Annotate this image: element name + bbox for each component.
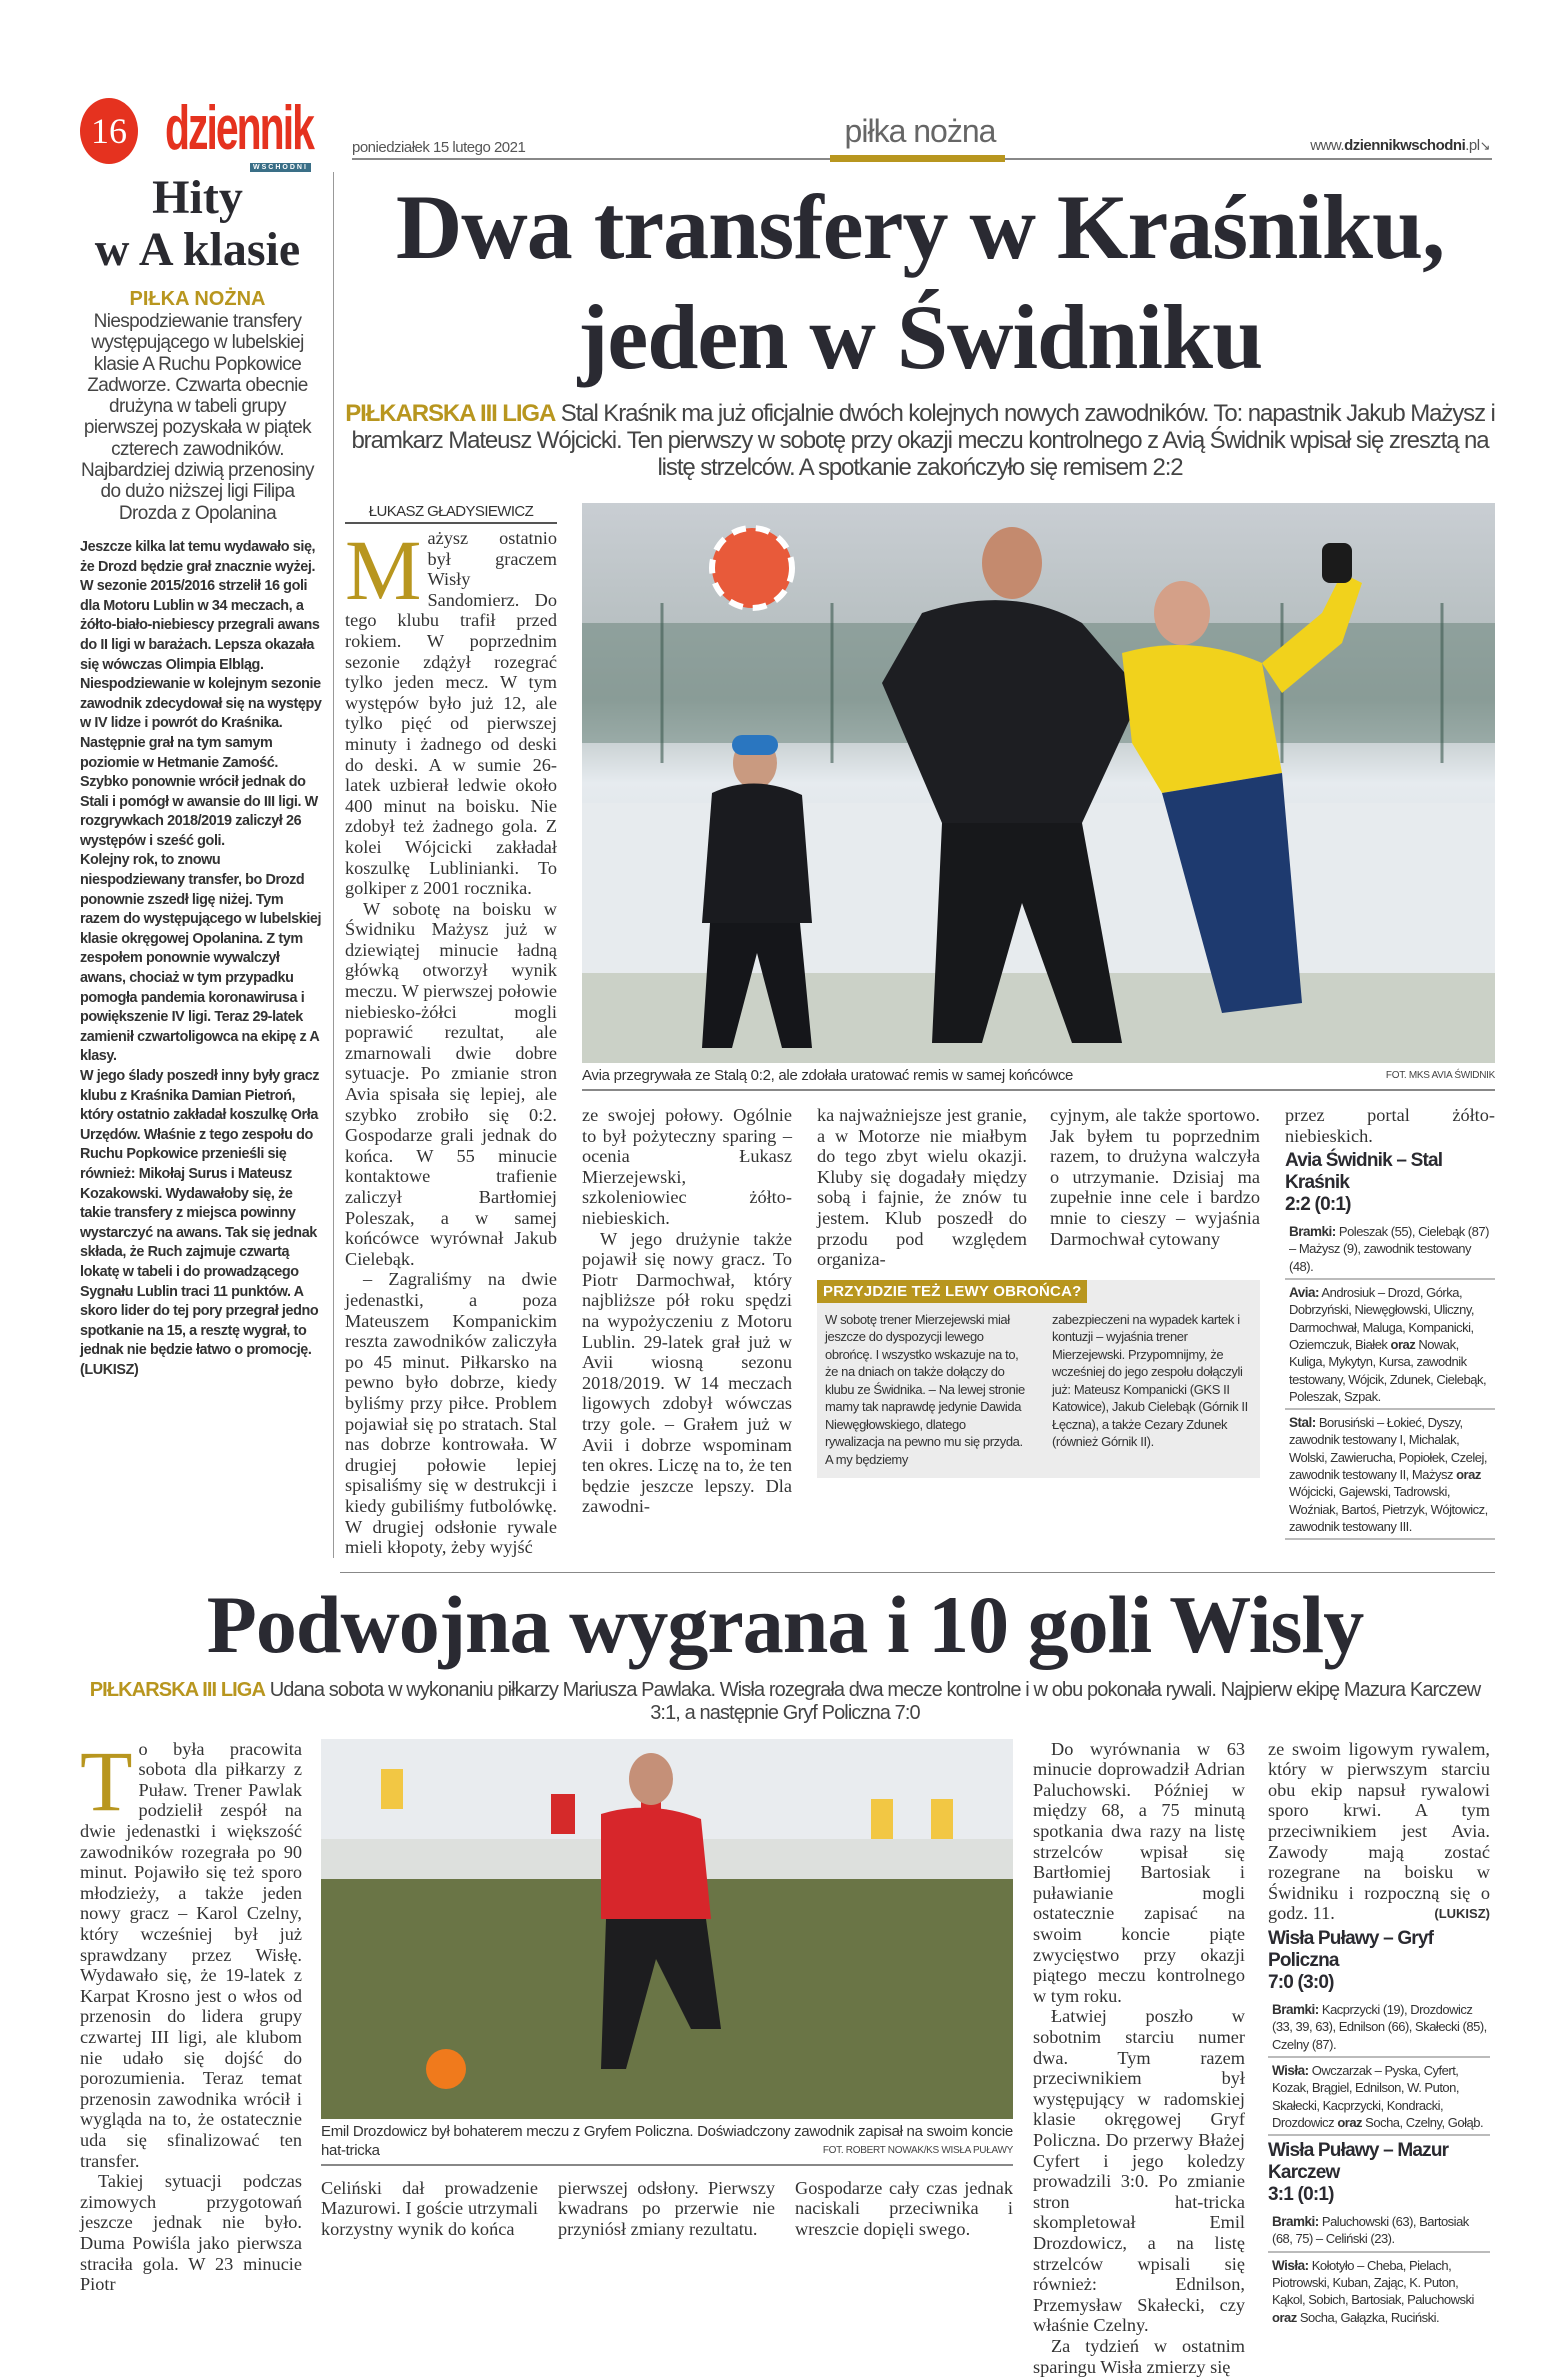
article1-middle-columns	[817, 1105, 1260, 1270]
sidebox-left-back	[817, 1280, 1260, 1479]
article2-lower-columns	[321, 2178, 1013, 2240]
team-label: Wisła:	[1272, 2062, 1309, 2078]
article2-signoff: (LUKISZ)	[1434, 1906, 1490, 1922]
match-teams: Wisła Puławy – Mazur Karczew	[1268, 2140, 1449, 2184]
match-stats-wisla-mazur	[1268, 2140, 1490, 2329]
match-score: 7:0 (3:0)	[1268, 1972, 1334, 1994]
article2-column-1	[80, 1732, 302, 2377]
match-teams: Avia Świdnik – Stal Kraśnik	[1285, 1150, 1443, 1194]
goals-label: Bramki:	[1289, 1224, 1336, 1240]
article2-headline: Podwojna wygrana i 10 goli Wisly	[206, 1578, 1364, 1670]
article2-paragraph-text: ze swoim ligowym rywalem, który w pierwszym starciu obu ekip napsuł rywalowi sporo krwi. A tym przeciwnikiem jest Avia. Zawody mają zostać rozegrane na boisku w Świdniku i rozpoczną się o godz. 11.	[1268, 1738, 1490, 1924]
sidebar-paragraph	[80, 1067, 325, 1381]
sidebar-body	[80, 538, 325, 1381]
article1-paragraph	[345, 522, 557, 899]
article1-lead	[345, 400, 1495, 481]
article1-byline: ŁUKASZ GŁADYSIEWICZ	[345, 503, 557, 524]
article1-column-1-text	[345, 522, 557, 1558]
article1-paragraph: przez portal żółto-niebieskich.	[1285, 1105, 1495, 1146]
lineup-text: Kołotyło – Cheba, Pielach, Piotrowski, Kuban, Zając, K. Puton, Kąkol, Sobich, Bartosiak, Paluchowski	[1272, 2257, 1474, 2308]
article1-headline-line1: Dwa transfery w Kraśniku,	[395, 176, 1445, 278]
goals-text: Kacprzycki (19), Drozdowicz (33, 39, 63), Ednilson (66), Skałecki (85), Czelny (87).	[1272, 2002, 1487, 2052]
subs-text: Socha, Gałązka, Ruciński.	[1299, 2309, 1440, 2325]
sidebar-headline-line1: Hity	[152, 171, 243, 224]
oraz-label: oraz	[1390, 1336, 1416, 1352]
article1-lead-text: Stal Kraśnik ma już oficjalnie dwóch kolejnych nowych zawodników. To: napastnik Jakub Mażysz i bramkarz Mateusz Wójcicki. Ten pierwszy w sobotę przy okazji meczu kontrolnego z Avią Świdnik wpisał się zresztą na listę strzelców. A spotkanie zakończyło się remisem 2:2	[351, 400, 1495, 481]
football-match-photo	[321, 1739, 1013, 2119]
article2-photo	[321, 1739, 1013, 2119]
sidebox-text-b: zabezpieczeni na wypadek kartek i kontuzji – wyjaśnia trener Mierzejewski. Przypomnijmy, że wcześniej do jego zespołu dołączyli już: Mateusz Kompanicki (GKS II Katowice), Jakub Cielebąk (Górnik II Łęczna), a także Cezary Zdunek (również Górnik II).	[1052, 1311, 1248, 1450]
article2-paragraph: Za tydzień w ostatnim sparingu Wisła zmierzy się	[1033, 2335, 1245, 2377]
article1-paragraph: ze swojej połowy. Ogólnie to był pożyteczny sparing – ocenia Łukasz Mierzejewski, szkoleniowiec żółto-niebieskich.	[582, 1105, 792, 1228]
article1-column-1	[345, 503, 557, 1558]
article1-photo	[582, 503, 1495, 1063]
article2-caption-text: Emil Drozdowicz był bohaterem meczu z Gryfem Policzna. Doświadczony zawodnik zapisał na swoim koncie hat-tricka	[321, 2122, 1013, 2159]
article1-right	[582, 503, 1495, 1558]
article2-dropcap: T	[80, 1732, 133, 1829]
article1-photo-credit: FOT. MKS AVIA ŚWIDNIK	[1385, 1070, 1495, 1081]
url-domain: dziennikwschodni	[1344, 137, 1466, 154]
sidebar-headline	[70, 172, 325, 276]
article1	[345, 172, 1495, 1558]
lineup-text: Androsiuk – Drozd, Górka, Dobrzyński, Niewęgłowski, Uliczny, Darmochwał, Maluga, Kompanicki, Oziemczuk, Białek	[1289, 1285, 1475, 1352]
cursor-icon: ↘	[1479, 138, 1490, 153]
goals-text: Paluchowski (63), Bartosiak (68, 75) – Celiński (23).	[1272, 2214, 1469, 2247]
article2-paragraph: Celiński dał prowadzenie Mazurowi. I goście utrzymali korzystny wynik do końca	[321, 2177, 538, 2239]
article2-paragraph: pierwszej odsłony. Pierwszy kwadrans po przerwie nie przyniósł zmiany rezultatu.	[558, 2177, 775, 2239]
sidebox-text-a: W sobotę trener Mierzejewski miał jeszcze do dyspozycji lewego obrońcę. I wszystko wskazuje na to, że na dniach on także dołączy do klubu ze Świdnika. – Na lewej stronie mamy tak naprawdę jedynie Dawida Niewęgłowskiego, dlatego rywalizacja na pewno mu się przyda. A my będziemy	[825, 1311, 1025, 1467]
match-lineup-wisla	[1268, 2061, 1490, 2136]
article1-headline	[345, 172, 1495, 392]
article2-paragraph	[1268, 1739, 1490, 1924]
article2-paragraph: Łatwiej poszło w sobotnim starciu numer dwa. Tym razem przeciwnikiem był występujący w radomskiej klasie okręgowej Gryf Policzna. Do przerwy Błażej Cyfert i jego koledzy prowadzili 3:0. Po zmianie stron hat-tricka skompletował Emil Drozdowicz, a na listę strzelców wpisali się również: Ednilson, Przemysław Skałecki, czy właśnie Czelny.	[1033, 2006, 1245, 2336]
oraz-label: oraz	[1456, 1467, 1481, 1483]
sidebox-columns	[817, 1303, 1260, 1469]
article1-paragraph: ka najważniejsze jest granie, a w Motorze nie miałbym do tego zbyt wielu okazji. Kluby się dogadały między sobą i fajnie, że znów tu jestem. Klub poszedł do przodu pod względem organiza-	[817, 1105, 1027, 1270]
sidebar-divider	[333, 172, 334, 1558]
section-title: piłka nożna	[844, 113, 996, 149]
article1-column-2	[582, 1105, 792, 1543]
article-divider	[340, 1572, 1495, 1573]
article1-paragraph: W jego drużynie także pojawił się nowy gracz. To Piotr Darmochwał, który najbliższe pół roku spędzi na wypożyczeniu z Motoru Lublin. 29-latek grał już w Avii wiosną sezonu 2018/2019. W 14 meczach ligowych zdobył wówczas trzy gole. – Grałem już w Avii i dobrze wspominam ten okres. Liczę na to, że ten będzie jeszcze lepszy. Dla zawodni-	[582, 1228, 792, 1517]
article2-lead-text: Udana sobota w wykonaniu piłkarzy Mariusza Pawlaka. Wisła rozegrała dwa mecze kontrolne i w obu pokonała rywali. Najpierw ekipę Mazura Karczew 3:1, a następnie Gryf Policzna 7:0	[269, 1678, 1481, 1724]
lineup-text: Borusiński – Łokieć, Dyszy, zawodnik testowany I, Michalak, Wolski, Zawierucha, Popiołek, Czelej, zawodnik testowany II, Mażysz	[1289, 1415, 1488, 1483]
article1-headline-line2: jeden w Świdniku	[577, 286, 1263, 388]
article1-middle-block	[817, 1105, 1260, 1543]
goals-label: Bramki:	[1272, 2002, 1319, 2018]
team-label: Wisła:	[1272, 2257, 1309, 2273]
football-match-photo	[582, 503, 1495, 1063]
match-title	[1268, 2140, 1490, 2206]
article1-photo-caption	[582, 1063, 1495, 1091]
sidebar-paragraph: Jeszcze kilka lat temu wydawało się, że Drozd będzie grał znacznie wyżej. W sezonie 2015/2016 strzelił 16 goli dla Motoru Lublin w 34 meczach, a żółto-biało-niebiescy przegrali awans do II ligi w barażach. Lepsza okazała się wówczas Olimpia Elbląg. Niespodziewanie w kolejnym sezonie zawodnik zdecydował się na występy w IV lidze i powrót do Kraśnika. Następnie grał na tym samym poziomie w Hetmanie Zamość. Szybko ponownie wrócił jednak do Stali i pomógł w awansie do III ligi. W rozgrywkach 2018/2019 zaliczył 26 występów i sześć goli.	[80, 538, 322, 849]
oraz-label: oraz	[1272, 2309, 1297, 2325]
page-number: 16	[91, 111, 127, 151]
subs-text: Nowak, Kuliga, Mykytyn, Kursa, zawodnik testowany, Wójcik, Zdunek, Cielebąk, Poleszak, Szpak.	[1289, 1336, 1487, 1404]
oraz-label: oraz	[1337, 2114, 1363, 2130]
match-teams: Wisła Puławy – Gryf Policzna	[1268, 1928, 1434, 1972]
sidebar-lead: Niespodziewanie transfery występującego w lubelskiej klasie A Ruchu Popkowice Zadworze. Czwarta obecnie drużyna w tabeli grupy pierwszej pozyskała w piątek czterech zawodników. Najbardziej dziwią przenosiny do dużo niższej ligi Filipa Drozda z Opolanina	[81, 311, 314, 524]
match-stats-avia-stal	[1285, 1150, 1495, 1540]
match-lineup-avia	[1285, 1283, 1495, 1410]
subs-text: Socha, Czelny, Gołąb.	[1365, 2114, 1484, 2130]
article1-kicker: PIŁKARSKA III LIGA	[345, 400, 556, 427]
lineup-text: Owczarzak – Pyska, Cyfert, Kozak, Brągiel, Ednilson, W. Puton, Skałecki, Kacprzycki, Kondracki, Drozdowicz	[1272, 2062, 1459, 2130]
article2-lead	[80, 1679, 1490, 1725]
sidebar-signoff: (LUKISZ)	[80, 1361, 139, 1378]
article2-column-4	[795, 2178, 1013, 2240]
sidebar-paragraph-text: W jego ślady poszedł inny były gracz klubu z Kraśnika Damian Pietroń, który ostatnio zakładał koszulkę Orła Urzędów. Właśnie z tego zespołu do Ruchu Popkowice przenieśli się również: Mikołaj Surus i Mateusz Kozakowski. Wydawałoby się, że takie transfery z miejsca powinny wystarczyć na awans. Tak się jednak składa, że Ruch zajmuje czwartą lokatę w tabeli i do prowadzącego Sygnału Lublin traci 11 punktów. A skoro lider do tej pory przegrał jedno spotkanie na 15, a resztę wygrał, to jednak nie będzie łatwo o promocję.	[80, 1068, 320, 1359]
article2-kicker: PIŁKARSKA III LIGA	[89, 1678, 266, 1701]
page-content	[70, 172, 1495, 2377]
article1-paragraph-text: ażysz ostatnio był graczem Wisły Sandomierz. Do tego klubu trafił przed rokiem. W poprzednim sezonie zdążył rozegrać tylko jeden mecz. W tym występów było już 12, ale tylko pięć od pierwszej minuty i żadnego od deski do deski. A w sumie 26-latek uzbierał ledwie około 400 minut na boisku. Nie zdobył też żadnego gola. Z kolei Wójcicki zakładał koszulkę Lublinianki. To golkiper z 2001 rocznika.	[345, 528, 557, 899]
article1-body	[345, 503, 1495, 1558]
sidebox-title: PRZYJDZIE TEŻ LEWY OBROŃCA?	[817, 1280, 1087, 1303]
article2-body	[80, 1732, 1490, 2377]
article2-paragraph: Gospodarze cały czas jednak naciskali przeciwnika i wreszcie dopięli swego.	[795, 2177, 1013, 2239]
match-title	[1268, 1928, 1490, 1994]
article1-paragraph: – Zagraliśmy na dwie jedenastki, a poza Mateuszem Kompanickim reszta zawodników zaliczyła po 45 minut. Piłkarsko na pewno było dobrze, kiedy byliśmy przy piłce. Problem pojawiał się po stratach. Stal nas dobrze kontrowała. W drugiej połowie lepiej spisaliśmy się w destrukcji i kiedy gubiliśmy futbolówkę. W drugiej odsłonie rywale mieli kłopoty, żeby wyjść	[345, 1269, 557, 1558]
match-score: 2:2 (0:1)	[1285, 1194, 1351, 1216]
article1-column-5	[1285, 1105, 1495, 1543]
match-lineup-stal	[1285, 1413, 1495, 1540]
goals-text: Poleszak (55), Cielebąk (87) – Mażysz (9), zawodnik testowany (48).	[1289, 1224, 1489, 1274]
article1-lower-columns	[582, 1105, 1495, 1543]
article1-paragraph: cyjnym, ale także sportowo. Jak byłem tu poprzednim razem, to drużyna walczyła o utrzymanie. Dzisiaj ma zupełnie inne cele i bardzo mnie to cieszy – wyjaśnia Darmochwał cytowany	[1050, 1105, 1260, 1249]
url-prefix: www.	[1310, 137, 1345, 154]
newspaper-logo: dziennik	[165, 94, 313, 163]
goals-label: Bramki:	[1272, 2214, 1319, 2230]
article2-column-5	[1033, 1739, 1245, 2377]
team-label: Stal:	[1289, 1415, 1316, 1431]
sidebar-headline-line2: w A klasie	[94, 223, 301, 276]
match-title	[1285, 1150, 1495, 1216]
article1-dropcap: M	[345, 522, 422, 618]
match-lineup-wisla	[1268, 2256, 1490, 2329]
team-label: Avia:	[1289, 1285, 1320, 1301]
article2-column-2	[321, 2178, 538, 2240]
match-goals	[1268, 2000, 1490, 2058]
match-score: 3:1 (0:1)	[1268, 2184, 1334, 2206]
sidebar-kicker: PIŁKA NOŻNA	[129, 288, 266, 310]
top-section	[70, 172, 1495, 1558]
sidebar-paragraph: Kolejny rok, to znowu niespodziewany transfer, bo Drozd ponownie zszedł ligę niżej. Tym razem do występującego w lubelskiej klasie okręgowej Opolanina. Z tym zespołem ponownie wywalczył awans, chociaż w tym przypadku pomogła pandemia koronawirusa i powiększenie IV ligi. Teraz 29-latek zamienił czwartoligowca na ekipę z A klasy.	[80, 852, 322, 1065]
article2-paragraph	[80, 1732, 302, 2171]
match-stats-wisla-gryf	[1268, 1928, 1490, 2136]
page-number-badge	[80, 98, 138, 164]
article1-column-3	[817, 1105, 1027, 1270]
url-suffix: .pl	[1465, 137, 1480, 154]
article2-photo-credit: FOT. ROBERT NOWAK/KS WISŁA PUŁAWY	[822, 2144, 1013, 2156]
article2-paragraph: Do wyrównania w 63 minucie doprowadził Adrian Paluchowski. Później w między 68, a 75 minutą spotkania dwa razy na listę strzelców wpisał się Bartłomiej Bartosiak i puławianie mogli ostatecznie zapisać na swoim koncie piąte zwycięstwo przy okazji piątego meczu kontrolnego w tym roku.	[1033, 1738, 1245, 2006]
subs-text: Wójcicki, Gajewski, Tadrowski, Woźniak, Bartoś, Pietrzyk, Wójtowicz, zawodnik testowany III.	[1289, 1484, 1488, 1534]
article2-middle	[321, 1739, 1013, 2377]
article1-caption-text: Avia przegrywała ze Stalą 0:2, ale zdołała uratować remis w samej końcówce	[582, 1067, 1074, 1084]
section-accent-bar	[830, 155, 1005, 162]
article2-column-6	[1268, 1739, 1490, 2377]
article2-paragraph-text: o była pracowita sobota dla piłkarzy z Puław. Trener Pawlak podzielił zespół na dwie jedenastki i większość zawodników rozegrała po 90 minut. Pojawiło się też sporo młodzieży, a także jeden nowy gracz – Karol Czelny, który wcześniej był już sprawdzany przez Wisłę. Wydawało się, że 19-latek z Karpat Krosno jest o włos od przenosin do lidera grupy czwartej III ligi, ale klubom nie udało się dojść do porozumienia. Teraz temat przenosin zawodnika wrócił i wygląda na to, że ostatecznie uda się sfinalizować ten transfer.	[80, 1738, 302, 2171]
website-url[interactable]	[1270, 137, 1490, 155]
article1-paragraph: W sobotę na boisku w Świdniku Mażysz już w dziewiątej minucie ładną główką otworzył wynik meczu. W pierwszej połowie niebiesko-żółci mogli poprawić rezultat, ale zmarnowali dwie dobre sytuacje. Po zmianie stron Avia spisała się lepiej, ale szybko zrobiło się 0:2. Gospodarze grali jednak do końca. W 55 minucie kontaktowe trafienie zaliczył Bartłomiej Poleszak, a w samej końcówce wyrównał Jakub Cielebąk.	[345, 898, 557, 1269]
newspaper-logo-sub: WSCHODNI	[250, 163, 311, 172]
match-goals	[1268, 2212, 1490, 2253]
sidebar	[70, 172, 325, 1558]
article2-column-3	[558, 2178, 775, 2240]
article1-column-4	[1050, 1105, 1260, 1270]
match-goals	[1285, 1222, 1495, 1280]
issue-date: poniedziałek 15 lutego 2021	[352, 139, 526, 156]
article2-paragraph: Takiej sytuacji podczas zimowych przygotowań jeszcze jednak nie było. Duma Powiśla jako pierwsza straciła gola. W 23 minucie Piotr	[80, 2171, 302, 2295]
article2	[80, 1577, 1490, 2377]
article2-photo-caption	[321, 2119, 1013, 2166]
